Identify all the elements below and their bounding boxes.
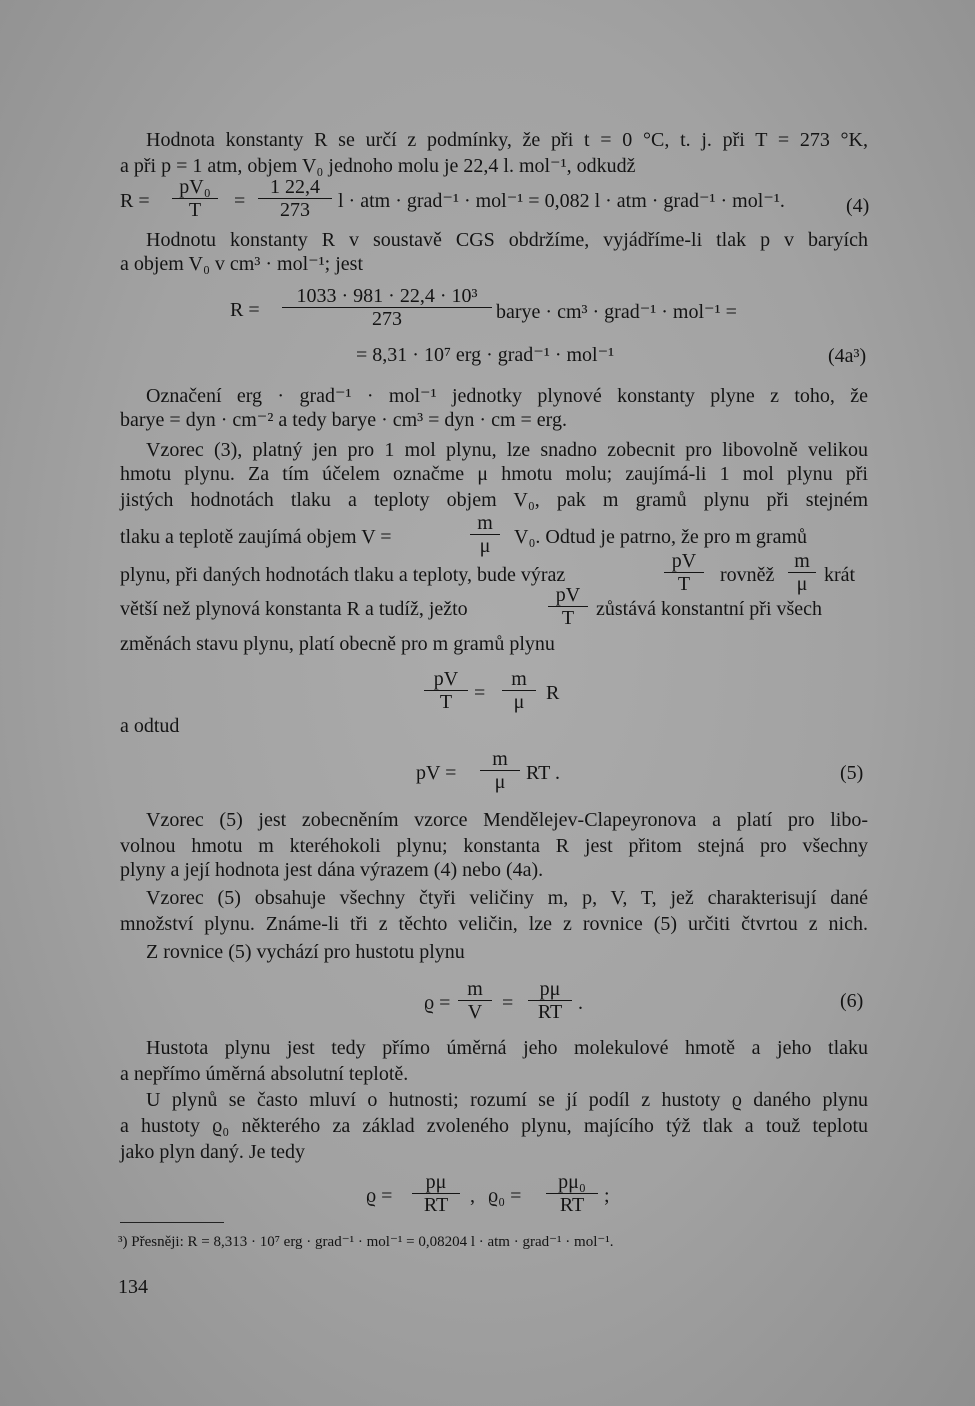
fraction — [548, 584, 588, 629]
eq-sign: = — [234, 190, 246, 212]
denominator: μ — [494, 771, 506, 793]
text-line: změnách stavu plynu, platí obecně pro m gramů plynu — [120, 633, 555, 655]
numerator: pV — [548, 584, 588, 607]
page-number: 134 — [118, 1276, 148, 1298]
text-line: tlaku a teplotě zaujímá objem V = — [120, 526, 392, 548]
denominator: 273 — [372, 308, 402, 330]
fraction — [546, 1171, 598, 1216]
eq-lhs: R = — [120, 190, 150, 212]
text-line: rovněž — [720, 564, 775, 586]
text-line: množství plynu. Známe-li tři z těchto veličin, lze z rovnice (5) určiti čtvrtou z nich. — [120, 913, 868, 935]
eq-sep: , — [470, 1185, 475, 1207]
footnote-divider — [120, 1222, 224, 1223]
text-line: a nepřímo úměrná absolutní teplotě. — [120, 1063, 409, 1085]
denominator: 273 — [280, 199, 310, 221]
eq-lhs: R = — [230, 299, 260, 321]
text-line: Hodnotu konstanty R v soustavě CGS obdržíme, vyjádříme-li tlak p v baryích — [146, 229, 868, 251]
numerator: m — [458, 978, 492, 1001]
text-line: hmotu plynu. Za tím účelem označme μ hmotu molu; zaujímá-li 1 mol plynu při — [120, 463, 868, 485]
equation-number: (4) — [846, 195, 870, 217]
text-line: Vzorec (5) obsahuje všechny čtyři veličiny m, p, V, T, jež charakterisují dané — [146, 887, 868, 909]
text-line: plyny a její hodnota jest dána výrazem (4) nebo (4a). — [120, 859, 544, 881]
numerator: m — [470, 512, 500, 535]
numerator: 1033 · 981 · 22,4 · 10³ — [282, 285, 492, 308]
eq-line2: = 8,31 · 10⁷ erg · grad⁻¹ · mol⁻¹ — [356, 344, 615, 366]
denominator: V — [467, 1001, 483, 1023]
fraction — [172, 176, 218, 221]
eq-lhs: ϱ₀ = — [488, 1185, 522, 1207]
eq-lhs: ϱ = — [366, 1185, 393, 1207]
fraction — [470, 512, 500, 557]
fraction — [664, 550, 704, 595]
text-line: jako plyn daný. Je tedy — [120, 1141, 305, 1163]
text-line: a objem V₀ v cm³ · mol⁻¹; jest — [120, 253, 364, 275]
fraction — [458, 978, 492, 1023]
numerator: m — [502, 668, 536, 691]
denominator: T — [561, 607, 575, 629]
text-line: plynu, při daných hodnotách tlaku a teploty, bude výraz — [120, 564, 566, 586]
text-line: jistých hodnotách tlaku a teploty objem V₀, pak m gramů plynu při stejném — [120, 489, 868, 511]
text-line: zůstává konstantní při všech — [596, 598, 823, 620]
fraction — [528, 978, 572, 1023]
fraction — [788, 550, 816, 595]
text-line: a hustoty ϱ₀ některého za základ zvoleného plynu, majícího týž tlak a touž teplotu — [120, 1115, 868, 1137]
denominator: μ — [513, 691, 525, 713]
denominator: T — [439, 691, 453, 713]
numerator: pV₀ — [172, 176, 218, 199]
text-line: Z rovnice (5) vychází pro hustotu plynu — [146, 941, 465, 963]
fraction — [424, 668, 468, 713]
eq-lhs: ϱ = — [424, 992, 451, 1014]
text-line: Hustota plynu jest tedy přímo úměrná jeho molekulové hmotě a jeho tlaku — [146, 1037, 868, 1059]
text-line: barye = dyn · cm⁻² a tedy barye · cm³ = dyn · cm = erg. — [120, 409, 567, 431]
numerator: pμ — [412, 1171, 460, 1194]
fraction — [480, 748, 520, 793]
eq-tail: RT . — [526, 762, 560, 784]
denominator: μ — [479, 535, 491, 557]
equation-number: (4a³) — [828, 345, 867, 367]
numerator: pV — [664, 550, 704, 573]
numerator: m — [788, 550, 816, 573]
eq-tail: R — [546, 682, 560, 704]
numerator: m — [480, 748, 520, 771]
denominator: μ — [796, 573, 808, 595]
numerator: pμ — [528, 978, 572, 1001]
text-line: U plynů se často mluví o hutnosti; rozumí se jí podíl z hustoty ϱ daného plynu — [146, 1089, 868, 1111]
eq-rest: barye · cm³ · grad⁻¹ · mol⁻¹ = — [496, 301, 737, 323]
eq-rest: l · atm · grad⁻¹ · mol⁻¹ = 0,082 l · atm · grad⁻¹ · mol⁻¹. — [338, 190, 785, 212]
text-line: V₀. Odtud je patrno, že pro m gramů — [514, 526, 808, 548]
denominator: RT — [423, 1194, 449, 1216]
fraction — [282, 285, 492, 330]
numerator: pμ₀ — [546, 1171, 598, 1194]
eq-sign: = — [502, 992, 514, 1014]
fraction — [258, 176, 332, 221]
text-line: a odtud — [120, 715, 180, 737]
numerator: 1 22,4 — [258, 176, 332, 199]
numerator: pV — [424, 668, 468, 691]
text-line: Vzorec (5) jest zobecněním vzorce Mendělejev-Clapeyronova a platí pro libo- — [146, 809, 868, 831]
fraction — [412, 1171, 460, 1216]
text-line: krát — [824, 564, 856, 586]
text-line: a při p = 1 atm, objem V₀ jednoho molu je 22,4 l. mol⁻¹, odkudž — [120, 155, 636, 177]
equation-number: (6) — [840, 990, 864, 1012]
text-line: Označení erg · grad⁻¹ · mol⁻¹ jednotky plynové konstanty plyne z toho, že — [146, 385, 868, 407]
denominator: T — [677, 573, 691, 595]
equation-number: (5) — [840, 762, 864, 784]
denominator: T — [188, 199, 202, 221]
text-line: Hodnota konstanty R se určí z podmínky, že při t = 0 °C, t. j. při T = 273 °K, — [146, 129, 868, 151]
eq-tail: ; — [604, 1185, 610, 1207]
text-line: Vzorec (3), platný jen pro 1 mol plynu, lze snadno zobecnit pro libovolně velikou — [146, 439, 868, 461]
footnote: ³) Přesněji: R = 8,313 · 10⁷ erg · grad⁻¹ · mol⁻¹ = 0,08204 l · atm · grad⁻¹ · mol⁻¹. — [118, 1234, 614, 1250]
denominator: RT — [559, 1194, 585, 1216]
eq-lhs: pV = — [416, 762, 457, 784]
denominator: RT — [537, 1001, 563, 1023]
eq-tail: . — [578, 992, 583, 1014]
fraction — [502, 668, 536, 713]
text-line: větší než plynová konstanta R a tudíž, ježto — [120, 598, 468, 620]
eq-sign: = — [474, 682, 486, 704]
text-line: volnou hmotu m kteréhokoli plynu; konstanta R jest přitom stejná pro všechny — [120, 835, 868, 857]
